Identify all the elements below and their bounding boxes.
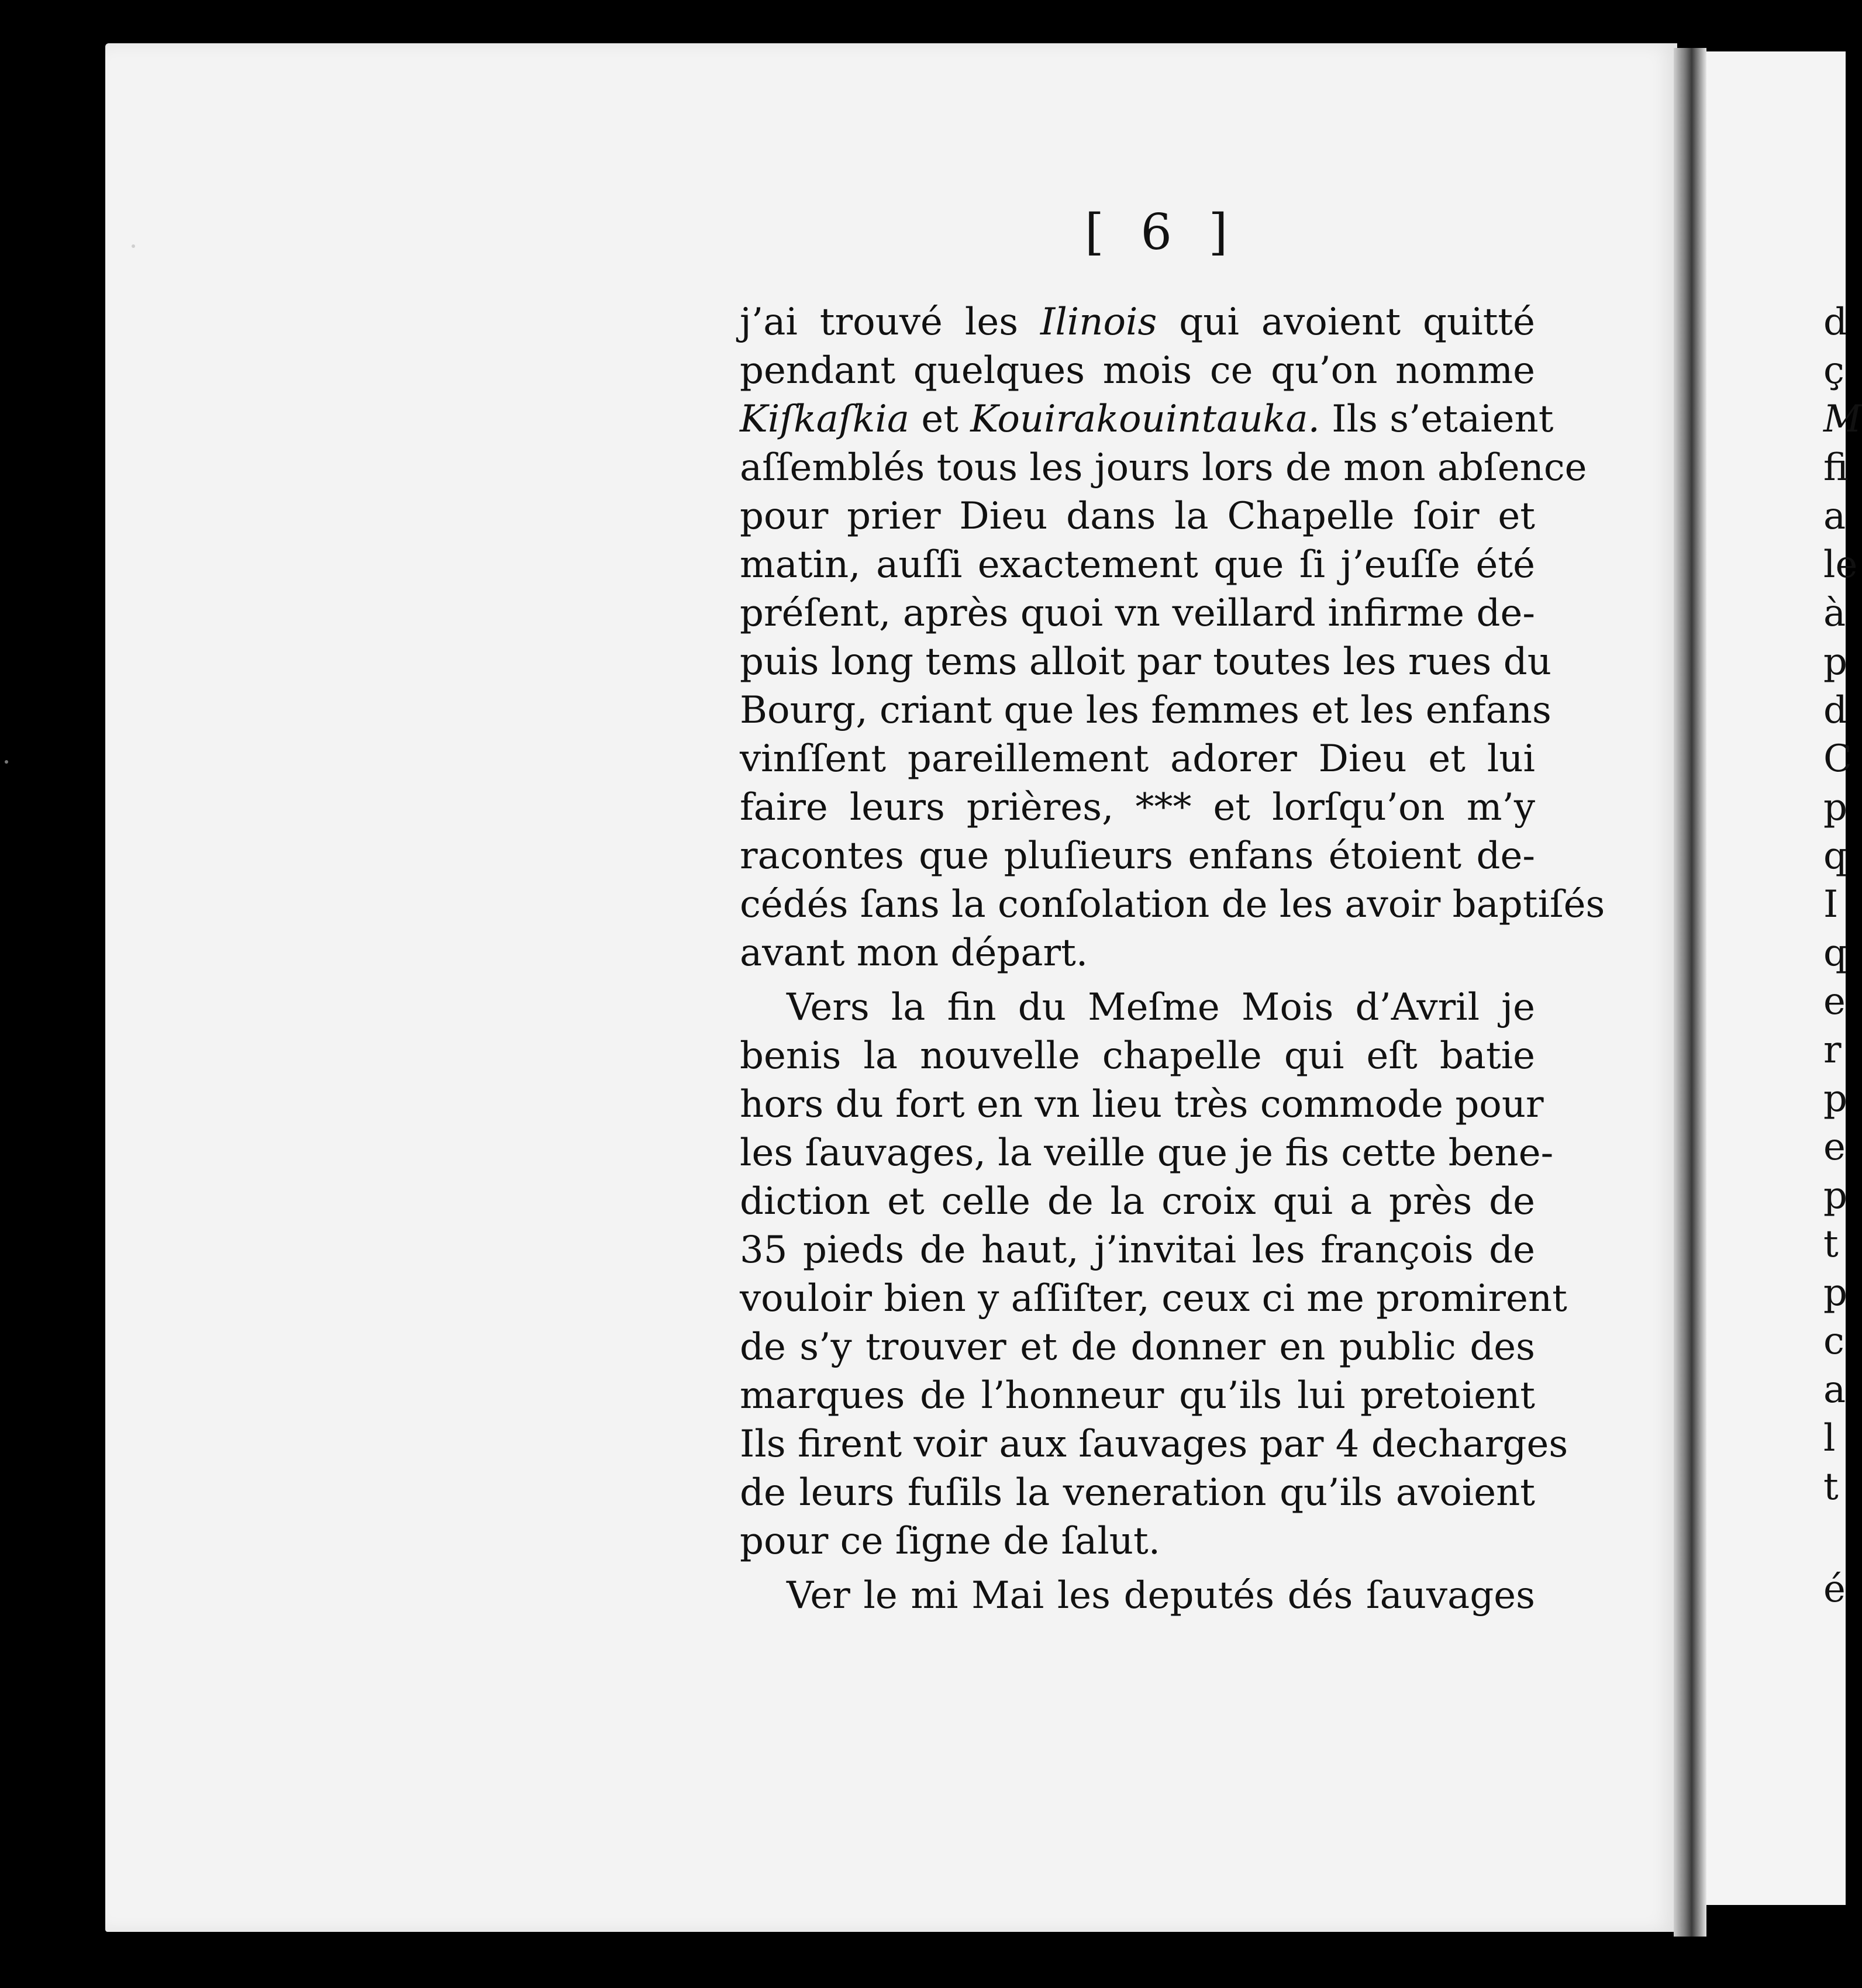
text-line: Kiſkaſkia et Kouirakouintauka. Ils s’etaient	[740, 398, 1554, 441]
text-line: Ver le mi Mai les deputés dés ſauvages	[787, 1574, 1535, 1617]
text-line: racontes que pluſieurs enfans étoient de-	[740, 834, 1535, 878]
text-line: benis la nouvelle chapelle qui eſt batie	[740, 1034, 1535, 1078]
paragraph-2	[740, 983, 1568, 1566]
fragment: e	[1823, 980, 1846, 1023]
fragment: M	[1823, 398, 1862, 441]
facing-page-fragments	[1823, 298, 1862, 1614]
text-line: de leurs fuſils la veneration qu’ils avoient	[740, 1471, 1535, 1514]
text-line: pendant quelques mois ce qu’on nomme	[740, 349, 1535, 392]
scan-speck	[5, 760, 8, 764]
fragment: d	[1823, 301, 1847, 344]
fragment: fi	[1823, 446, 1849, 489]
text-line: marques de l’honneur qu’ils lui pretoient	[740, 1374, 1535, 1417]
fragment: t	[1823, 1465, 1839, 1509]
fragment: é	[1823, 1568, 1846, 1611]
fragment: le	[1823, 543, 1858, 586]
fragment: I	[1823, 883, 1839, 926]
text-line: pour ce ſigne de ſalut.	[740, 1520, 1161, 1563]
page-body-text	[740, 298, 1605, 1620]
text-line: vinſſent pareillement adorer Dieu et lui	[740, 737, 1535, 781]
text-line: aſſemblés tous les jours lors de mon abſence	[740, 446, 1587, 489]
text-line: Ils firent voir aux ſauvages par 4 decharges	[740, 1423, 1568, 1466]
fragment: p	[1823, 1174, 1847, 1217]
paragraph-1	[740, 298, 1605, 978]
fragment: t	[1823, 1223, 1839, 1266]
text-line: les ſauvages, la veille que je fis cette bene-	[740, 1131, 1554, 1175]
fragment: p	[1823, 786, 1847, 829]
text-line: avant mon départ.	[740, 931, 1088, 975]
page-number-header: [ 6 ]	[1085, 203, 1239, 261]
fragment: r	[1823, 1028, 1842, 1072]
text-line: matin, auſſi exactement que ſi j’euſſe été	[740, 543, 1535, 586]
text-line: préſent, après quoi vn veillard infirme de-	[740, 592, 1535, 635]
fragment: q	[1823, 931, 1847, 975]
fragment: C	[1823, 737, 1852, 781]
fragment: a	[1823, 495, 1846, 538]
text-line: Vers la fin du Meſme Mois d’Avril je	[787, 986, 1535, 1029]
text-line: de s’y trouver et de donner en public des	[740, 1326, 1535, 1369]
text-line: vouloir bien y aſſiſter, ceux ci me promirent	[740, 1277, 1567, 1320]
text-line: puis long tems alloit par toutes les rues du	[740, 640, 1551, 684]
text-line: Bourg, criant que les femmes et les enfans	[740, 689, 1551, 732]
fragment: q	[1823, 834, 1847, 878]
text-line: 35 pieds de haut, j’invitai les françois de	[740, 1228, 1535, 1272]
text-line: cédés ſans la conſolation de les avoir baptiſés	[740, 883, 1605, 926]
fragment: l	[1823, 1417, 1836, 1460]
fragment: ç	[1823, 349, 1844, 392]
text-line: j’ai trouvé les Ilinois qui avoient quitté	[740, 301, 1535, 344]
fragment: c	[1823, 1320, 1844, 1363]
fragment: p	[1823, 1271, 1847, 1314]
text-line: hors du fort en vn lieu très commode pour	[740, 1083, 1544, 1126]
text-line: pour prier Dieu dans la Chapelle ſoir et	[740, 495, 1535, 538]
fragment: a	[1823, 1368, 1846, 1411]
paper-speck	[132, 244, 135, 248]
paragraph-3	[740, 1572, 1535, 1620]
book-gutter	[1674, 48, 1706, 1937]
fragment: p	[1823, 1077, 1847, 1120]
fragment: à	[1823, 592, 1846, 635]
fragment: p	[1823, 640, 1847, 684]
fragment: e	[1823, 1126, 1846, 1169]
text-line: faire leurs prières, *** et lorſqu’on m’y	[740, 786, 1535, 829]
text-line: diction et celle de la croix qui a près de	[740, 1180, 1535, 1223]
fragment: d	[1823, 689, 1847, 732]
